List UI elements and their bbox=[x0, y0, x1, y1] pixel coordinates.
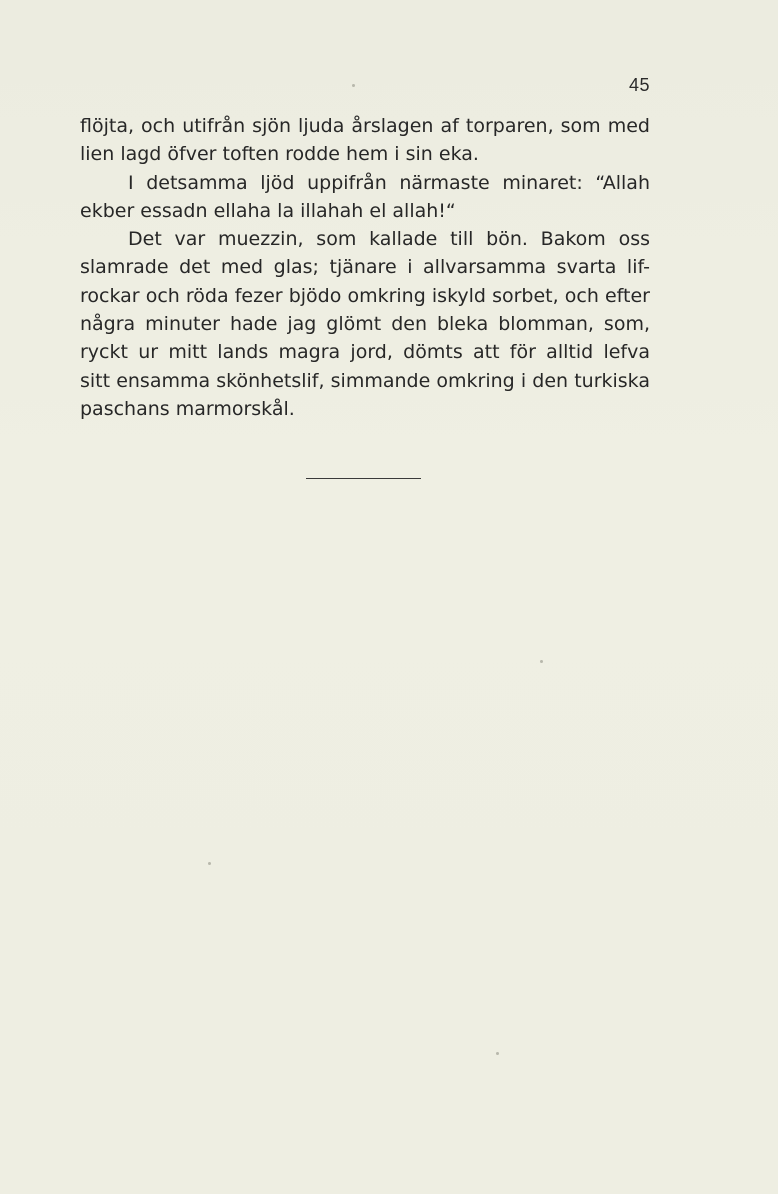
text-line: sitt ensamma skönhetslif, simmande omkring i den turkiska bbox=[80, 369, 650, 392]
text-line: slamrade det med glas; tjänare i allvarsamma svarta lif- bbox=[80, 256, 650, 279]
text-line: flöjta, och utifrån sjön ljuda årslagen af torparen, som med bbox=[80, 115, 650, 137]
paper-speck bbox=[496, 1052, 499, 1055]
text-line: ekber essadn ellaha la illahah el allah!“ bbox=[80, 199, 456, 222]
paper-speck bbox=[352, 84, 355, 87]
paper-speck bbox=[540, 660, 543, 663]
text-line: rockar och röda fezer bjödo omkring iskyld sorbet, och efter bbox=[80, 284, 650, 307]
text-line: ryckt ur mitt lands magra jord, dömts att för alltid lefva bbox=[80, 341, 650, 364]
text-line: några minuter hade jag glömt den bleka blomman, som, bbox=[80, 313, 650, 336]
text-line: lien lagd öfver toften rodde hem i sin eka. bbox=[80, 143, 479, 166]
page-number: 45 bbox=[628, 75, 650, 95]
text-line: I detsamma ljöd uppifrån närmaste minaret: “Allah bbox=[128, 171, 650, 194]
text-line: Det var muezzin, som kallade till bön. Bakom oss bbox=[128, 228, 650, 251]
body-text bbox=[80, 112, 650, 423]
section-end-rule bbox=[306, 478, 421, 479]
paper-speck bbox=[208, 862, 211, 865]
text-line: paschans marmorskål. bbox=[80, 397, 295, 420]
